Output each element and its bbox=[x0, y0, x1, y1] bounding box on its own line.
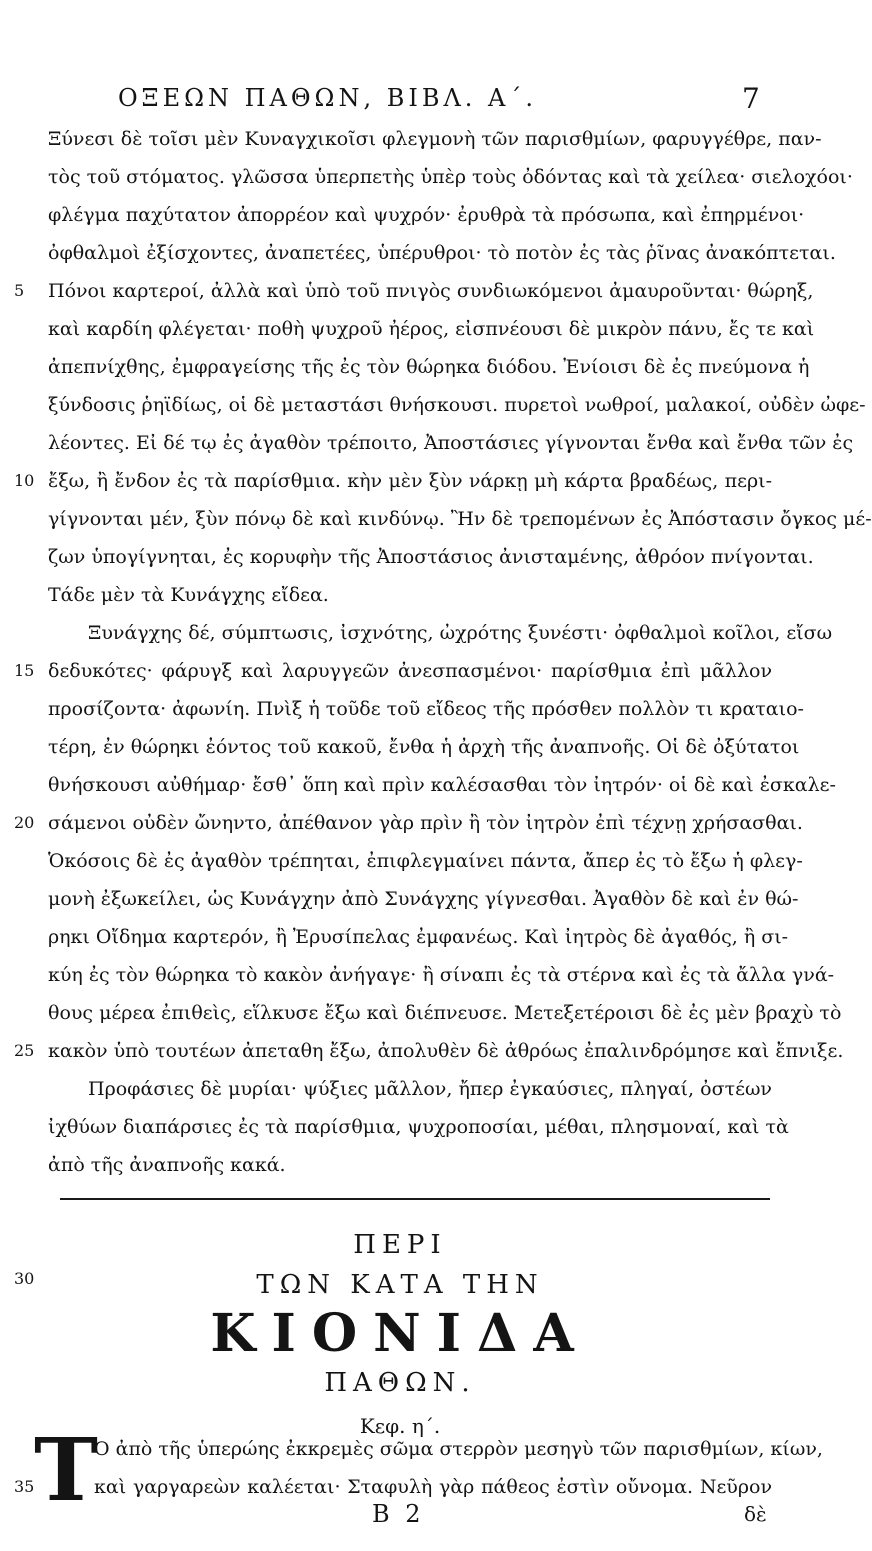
text-line: ἰχθύων διαπάρσιες ἐς τὰ παρίσθμια, ψυχροποσίαι, μέθαι, πλησμοναί, καὶ τὰ bbox=[48, 1116, 789, 1138]
section-heading-pathon: ΠΑΘΩΝ. bbox=[324, 1368, 476, 1398]
section-divider bbox=[60, 1198, 770, 1200]
text-line: γίγνονται μέν, ξὺν πόνῳ δὲ καὶ κινδύνῳ. Ἢν δὲ τρεπομένων ἐς Ἀπόστασιν ὄγκος μέ- bbox=[48, 508, 872, 530]
catchword: δὲ bbox=[744, 1502, 767, 1526]
text-line: μονὴ ἐξωκείλει, ὡς Κυνάγχην ἀπὸ Συνάγχης γίγνεσθαι. Ἀγαθὸν δὲ καὶ ἐν θώ- bbox=[48, 888, 799, 910]
text-line: λέοντες. Εἰ δέ τῳ ἐς ἀγαθὸν τρέποιτο, Ἀποστάσιες γίγνονται ἔνθα καὶ ἔνθα τῶν ἐς bbox=[48, 432, 854, 454]
text-line: κύη ἐς τὸν θώρηκα τὸ κακὸν ἀνήγαγε· ἢ σίναπι ἐς τὰ στέρνα καὶ ἐς τὰ ἄλλα γνά- bbox=[48, 964, 835, 986]
text-line: ξύνδοσις ῥηϊδίως, οἱ δὲ μεταστάσι θνήσκουσι. πυρετοὶ νωθροί, μαλακοί, οὐδὲν ὠφε- bbox=[48, 394, 866, 416]
drop-cap: Τ bbox=[34, 1420, 98, 1521]
text-line: Προφάσιες δὲ μυρίαι· ψύξιες μᾶλλον, ἤπερ ἐγκαύσιες, πληγαί, ὀστέων bbox=[88, 1078, 772, 1100]
line-number: 10 bbox=[14, 471, 35, 490]
text-line: σάμενοι οὐδὲν ὤνηντο, ἀπέθανον γὰρ πρὶν ἢ τὸν ἰητρὸν ἐπὶ τέχνῃ χρήσασθαι. bbox=[48, 812, 803, 834]
running-title: ΟΞΕΩΝ ΠΑΘΩΝ, ΒΙΒΛ. Α΄. bbox=[118, 84, 538, 112]
chapter-label: Κεφ. η΄. bbox=[359, 1414, 441, 1438]
line-number: 15 bbox=[14, 661, 35, 680]
text-line: Ξυνάγχης δέ, σύμπτωσις, ἰσχνότης, ὠχρότης ξυνέστι· ὀφθαλμοὶ κοῖλοι, εἴσω bbox=[88, 622, 833, 644]
page-number: 7 bbox=[742, 82, 760, 115]
text-line: καὶ γαργαρεὼν καλέεται· Σταφυλὴ γὰρ πάθεος ἐστὶν οὔνομα. Νεῦρον bbox=[94, 1476, 772, 1498]
text-line: ρηκι Οἴδημα καρτερόν, ἢ Ἐρυσίπελας ἐμφανέως. Καὶ ἰητρὸς δὲ ἀγαθός, ἢ σι- bbox=[48, 926, 789, 948]
line-number: 30 bbox=[14, 1269, 35, 1288]
text-line: ὀφθαλμοὶ ἐξίσχοντες, ἀναπετέες, ὑπέρυθροι· τὸ ποτὸν ἐς τὰς ῥῖνας ἀνακόπτεται. bbox=[48, 242, 836, 264]
text-line: δεδυκότες· φάρυγξ καὶ λαρυγγεῶν ἀνεσπασμένοι· παρίσθμια ἐπὶ μᾶλλον bbox=[48, 660, 772, 682]
text-line: Ο ἀπὸ τῆς ὑπερώης ἐκκρεμὲς σῶμα στερρὸν μεσηγὺ τῶν παρισθμίων, κίων, bbox=[94, 1438, 823, 1460]
text-line: καὶ καρδίη φλέγεται· ποθὴ ψυχροῦ ἠέρος, εἰσπνέουσι δὲ μικρὸν πάνυ, ἔς τε καὶ bbox=[48, 318, 815, 340]
text-line: θους μέρεα ἐπιθεὶς, εἵλκυσε ἔξω καὶ διέπνευσε. Μετεξετέροισι δὲ ἐς μὲν βραχὺ τὸ bbox=[48, 1002, 842, 1024]
text-line: Τάδε μὲν τὰ Κυνάγχης εἴδεα. bbox=[48, 584, 329, 606]
text-line: ζων ὑπογίγνηται, ἐς κορυφὴν τῆς Ἀποστάσιος ἀνισταμένης, ἀθρόον πνίγονται. bbox=[48, 546, 814, 568]
text-line: Πόνοι καρτεροί, ἀλλὰ καὶ ὑπὸ τοῦ πνιγὸς συνδιωκόμενοι ἀμαυροῦνται· θώρηξ, bbox=[48, 280, 814, 302]
text-line: ἀπεπνίχθης, ἐμφραγείσης τῆς ἐς τὸν θώρηκα διόδου. Ἐνίοισι δὲ ἐς πνεύμονα ἡ bbox=[48, 356, 810, 378]
section-heading-peri: ΠΕΡΙ bbox=[353, 1230, 447, 1260]
signature-mark: Β 2 bbox=[372, 1500, 425, 1528]
line-number: 20 bbox=[14, 813, 35, 832]
line-number: 5 bbox=[14, 281, 25, 300]
text-line: κακὸν ὑπὸ τουτέων ἀπεταθη ἔξω, ἀπολυθὲν δὲ ἀθρόως ἐπαλινδρόμησε καὶ ἔπνιξε. bbox=[48, 1040, 844, 1062]
text-line: ἀπὸ τῆς ἀναπνοῆς κακά. bbox=[48, 1154, 286, 1176]
line-number: 25 bbox=[14, 1041, 35, 1060]
text-line: προσίζοντα· ἀφωνίη. Πνὶξ ἡ τοῦδε τοῦ εἴδεος τῆς πρόσθεν πολλὸν τι κραταιο- bbox=[48, 698, 804, 720]
text-line: ἔξω, ἢ ἔνδον ἐς τὰ παρίσθμια. κὴν μὲν ξὺν νάρκῃ μὴ κάρτα βραδέως, περι- bbox=[48, 470, 772, 492]
text-line: φλέγμα παχύτατον ἀπορρέον καὶ ψυχρόν· ἐρυθρὰ τὰ πρόσωπα, καὶ ἐπηρμένοι· bbox=[48, 204, 805, 226]
text-line: τὸς τοῦ στόματος. γλῶσσα ὑπερπετὴς ὑπὲρ τοὺς ὀδόντας καὶ τὰ χείλεα· σιελοχόοι· bbox=[48, 166, 853, 188]
text-line: Ξύνεσι δὲ τοῖσι μὲν Κυναγχικοῖσι φλεγμονὴ τῶν παρισθμίων, φαρυγγέθρε, παν- bbox=[48, 128, 822, 150]
text-line: τέρη, ἐν θώρηκι ἐόντος τοῦ κακοῦ, ἔνθα ἡ ἀρχὴ τῆς ἀναπνοῆς. Οἱ δὲ ὀξύτατοι bbox=[48, 736, 800, 758]
section-heading-ton-kata: ΤΩΝ ΚΑΤΑ ΤΗΝ bbox=[256, 1270, 544, 1300]
text-line: Ὁκόσοις δὲ ἐς ἀγαθὸν τρέπηται, ἐπιφλεγμαίνει πάντα, ἄπερ ἐς τὸ ἔξω ἡ φλεγ- bbox=[48, 850, 803, 872]
section-heading-kionida: ΚΙΟΝΙΔΑ bbox=[210, 1303, 590, 1364]
line-number: 35 bbox=[14, 1477, 35, 1496]
text-line: θνήσκουσι αὐθήμαρ· ἔσθ᾽ ὅπη καὶ πρὶν καλέσασθαι τὸν ἰητρόν· οἱ δὲ καὶ ἐσκαλε- bbox=[48, 774, 836, 796]
